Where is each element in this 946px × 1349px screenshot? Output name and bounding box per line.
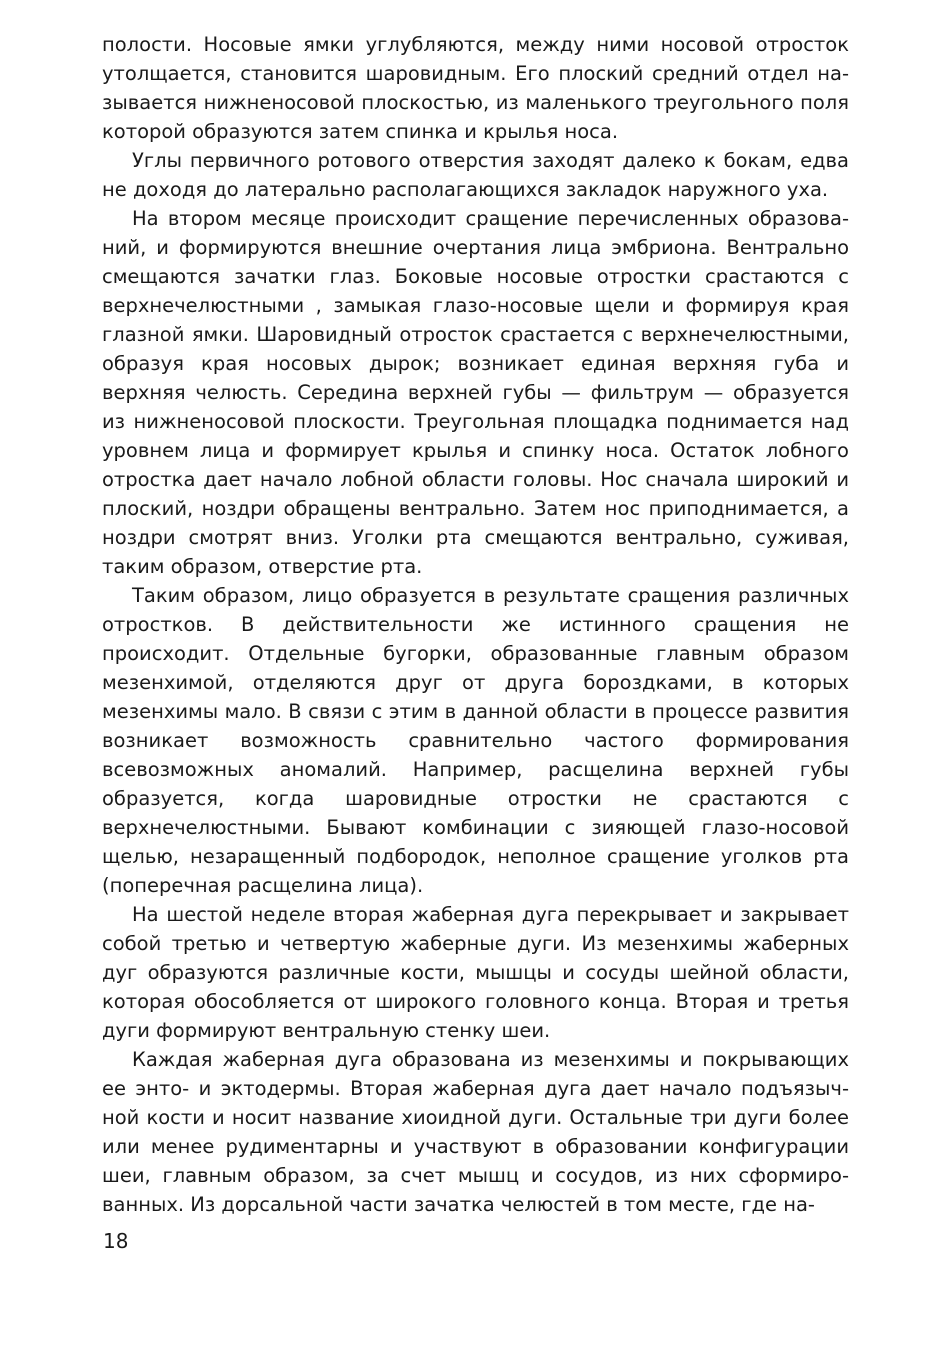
paragraph-face-formation: Таким образом, лицо образуется в результате сращения различных отростков. В действительности же истинного сращения не происходит. Отдельные бугорки, образованные главным образом мезенхимой, отделяются друг от друга бороздками, в которых мезенхимы мало. В связи с этим в данной области в процессе развития возникает возможность сравнительно частого формирования всевозможных аномалий. Например, расщелина верхней губы образуется, когда шаровидные отростки не срастаются с верхнечелюстными. Бывают комбинации с зияющей глазо-носовой щелью, незаращенный подбородок, неполное сращение уголков рта (поперечная расщелина лица).: [102, 584, 849, 897]
paragraph-sixth-week: На шестой неделе вторая жаберная дуга перекрывает и закрывает собой третью и четвертую жаберные дуги. Из мезенхимы жаберных дуг образуются различные кости, мышцы и сосуды шейной области, которая обособляется от широкого головного конца. Вторая и третья дуги формируют вентральную стенку шеи.: [102, 903, 849, 1042]
paragraph-branchial-arch: Каждая жаберная дуга образована из мезенхимы и покрывающих ее энто- и эктодермы. Вторая жаберная дуга дает начало подъязычной кости и носит название хиоидной дуги. Остальные три дуги более или менее рудиментарны и участвуют в образовании конфигурации шеи, главным образом, за счет мышц и сосудов, из них сформированных. Из дорсальной части зачатка челюстей в том месте, где на-: [102, 1048, 849, 1216]
page-body: [102, 30, 849, 1219]
page-number: 18: [103, 1229, 129, 1253]
paragraph-continuation: полости. Носовые ямки углубляются, между ними носовой отросток утолщается, становится шаровидным. Его плоский средний отдел называется нижненосовой плоскостью, из маленького треугольного поля которой образуются затем спинка и крылья носа.: [102, 33, 849, 143]
paragraph-mouth-corners: Углы первичного ротового отверстия заходят далеко к бокам, едва не доходя до латерально располагающихся закладок наружного уха.: [102, 149, 849, 201]
paragraph-second-month: На втором месяце происходит сращение перечисленных образований, и формируются внешние очертания лица эмбриона. Вентрально смещаются зачатки глаз. Боковые носовые отростки срастаются с верхнечелюстными , замыкая глазо-носовые щели и формируя края глазной ямки. Шаровидный отросток срастается с верхнечелюстными, образуя края носовых дырок; возникает единая верхняя губа и верхняя челюсть. Середина верхней губы — фильтрум — образуется из нижненосовой плоскости. Треугольная площадка поднимается над уровнем лица и формирует крылья и спинку носа. Остаток лобного отростка дает начало лобной области головы. Нос сначала широкий и плоский, ноздри обращены вентрально. Затем нос приподнимается, а ноздри смотрят вниз. Уголки рта смещаются вентрально, суживая, таким образом, отверстие рта.: [102, 207, 849, 578]
